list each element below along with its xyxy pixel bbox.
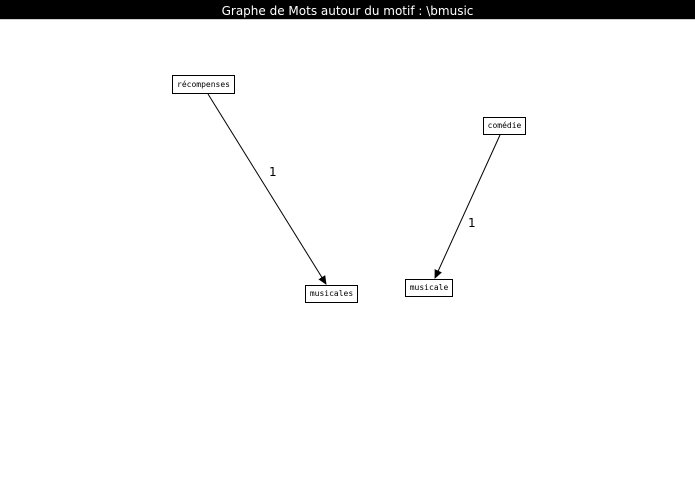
edge-comedie-musicale	[435, 135, 500, 278]
graph-edges-layer	[0, 20, 695, 484]
node-comedie[interactable]: comédie	[483, 117, 526, 135]
window-title: Graphe de Mots autour du motif : \bmusic	[0, 0, 695, 20]
node-musicales[interactable]: musicales	[305, 285, 358, 303]
graph-canvas	[0, 20, 695, 484]
edge-weight-label: 1	[269, 165, 277, 179]
node-recompenses[interactable]: récompenses	[172, 75, 235, 94]
edge-recompenses-musicales	[208, 94, 326, 284]
edge-weight-label: 1	[468, 216, 476, 230]
node-musicale[interactable]: musicale	[405, 279, 453, 297]
